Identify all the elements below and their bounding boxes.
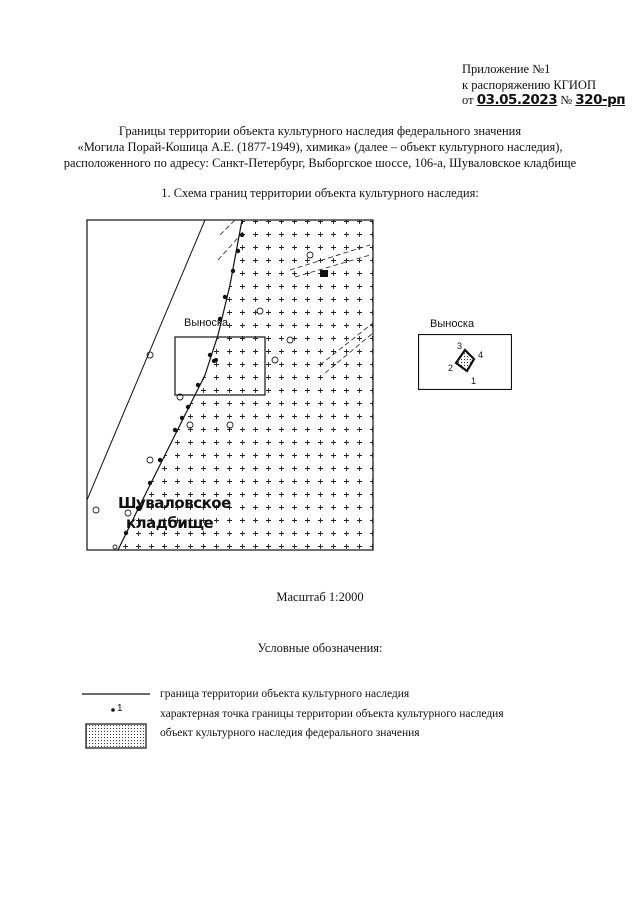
legend-object-symbol	[86, 724, 146, 748]
monument-mark	[320, 270, 328, 277]
point-label-1: 1	[471, 376, 477, 386]
appendix-label: Приложение №1	[462, 62, 551, 76]
legend-point-symbol	[111, 708, 115, 712]
legend-title: Условные обозначения:	[257, 641, 383, 655]
legend-item-boundary: граница территории объекта культурного наследия	[160, 688, 410, 700]
legend-point-number: 1	[117, 703, 123, 714]
title-line-1: Границы территории объекта культурного наследия федерального значения	[118, 124, 522, 138]
callout-detail-map	[418, 334, 512, 390]
place-name-1: Шуваловское	[118, 494, 231, 512]
order-date-number	[462, 93, 625, 108]
title-line-2: «Могила Порай-Кошица А.Е. (1877-1949), химика» (далее – объект культурного наследия),	[77, 140, 563, 154]
legend-item-point: характерная точка границы территории объекта культурного наследия	[160, 708, 504, 720]
map-scale: Масштаб 1:2000	[276, 590, 364, 604]
place-name-2: кладбище	[126, 514, 214, 532]
number-prefix: №	[560, 93, 573, 107]
point-label-2: 2	[448, 363, 454, 373]
date-prefix: от	[462, 93, 474, 107]
point-label-4: 4	[478, 350, 484, 360]
section-heading: 1. Схема границ территории объекта культурного наследия:	[161, 186, 479, 200]
order-number: 320-рп	[575, 92, 626, 108]
title-line-3: расположенного по адресу: Санкт-Петербург, Выборгское шоссе, 106-а, Шуваловское кладбище	[63, 156, 577, 170]
point-label-3: 3	[457, 341, 463, 351]
callout-label-detail: Выноска	[430, 318, 475, 330]
callout-label-map: Выноска	[184, 317, 229, 329]
order-date: 03.05.2023	[476, 92, 558, 108]
legend-item-object: объект культурного наследия федерального значения	[160, 727, 420, 739]
legend-symbols	[82, 688, 152, 750]
order-reference: к распоряжению КГИОП	[462, 78, 596, 92]
object-point	[214, 358, 218, 362]
